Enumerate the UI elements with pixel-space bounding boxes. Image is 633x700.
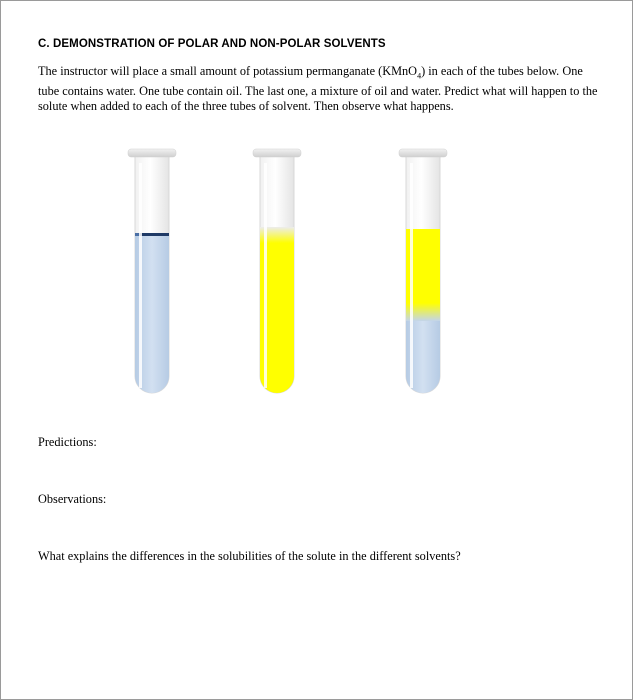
section-title: C. DEMONSTRATION OF POLAR AND NON-POLAR SOLVENTS [38,38,386,50]
test-tubes-figure [121,141,461,406]
instructions-rest: ) in each of the tubes below. One tube contains water. One tube contain oil. The last one, a mixture of oil and water. Predict what will happen to the solute when added to each of the three tubes of solvent. Then observe what happens. [38,64,598,114]
test-tube-oil-icon [253,149,301,393]
predictions-label: Predictions: [38,435,97,449]
instructions-paragraph [38,64,600,115]
instructions-subscript: 4 [417,71,422,81]
tube-rim [253,149,301,157]
instructions-lead: The instructor will place a small amount of potassium permanganate (KMnO [38,64,418,78]
tube-rim [399,149,447,157]
tube-rim [128,149,176,157]
solubility-question: What explains the differences in the solubilities of the solute in the different solvents? [38,549,461,563]
test-tube-oil-water-icon [399,149,447,393]
test-tube-water-icon [128,149,176,393]
observations-label: Observations: [38,492,107,506]
